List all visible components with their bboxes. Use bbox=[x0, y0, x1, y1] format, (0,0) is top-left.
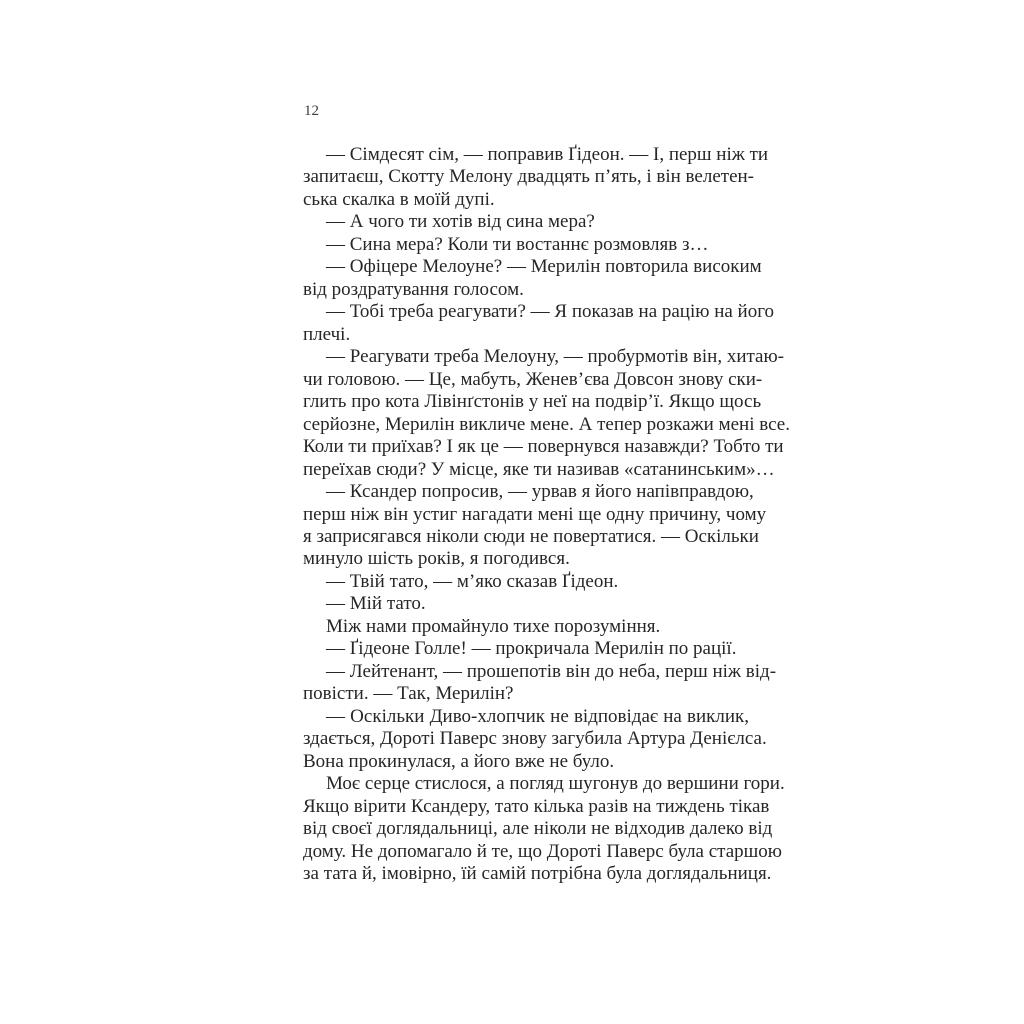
text-line: я заприсягався ніколи сюди не повертатися. — Оскільки bbox=[303, 525, 759, 547]
text-line: за тата й, імовірно, їй самій потрібна була доглядальниця. bbox=[303, 863, 772, 884]
text-line: — Реагувати треба Мелоуну, — пробурмотів він, хитаю- bbox=[326, 346, 784, 368]
text-line: глить про кота Лівінґстонів у неї на подвір’ї. Якщо щось bbox=[303, 391, 762, 413]
text-line: від своєї доглядальниці, але ніколи не відходив далеко від bbox=[303, 818, 773, 840]
text-line: — Офіцере Мелоуне? — Мерилін повторила високим bbox=[326, 256, 762, 278]
text-line: — Твій тато, — м’яко сказав Ґідеон. bbox=[326, 570, 619, 592]
text-line: — Сина мера? Коли ти востаннє розмовляв з… bbox=[326, 233, 709, 255]
text-line: чи головою. — Це, мабуть, Женев’єва Довсон знову ски- bbox=[303, 368, 763, 390]
text-line: — А чого ти хотів від сина мера? bbox=[326, 211, 595, 233]
text-line: від роздратування голосом. bbox=[303, 278, 524, 300]
text-line: плечі. bbox=[303, 323, 351, 345]
text-line: запитаєш, Скотту Мелону двадцять п’ять, і він велетен- bbox=[303, 166, 754, 188]
text-line: — Ксандер попросив, — урвав я його напівправдою, bbox=[326, 481, 754, 503]
text-line: Вона прокинулася, а його вже не було. bbox=[303, 750, 615, 772]
text-line: минуло шість років, я погодився. bbox=[303, 548, 570, 570]
text-line: — Мій тато. bbox=[326, 593, 426, 615]
text-line: повісти. — Так, Мерилін? bbox=[303, 683, 514, 705]
text-line: — Сімдесят сім, — поправив Ґідеон. — І, перш ніж ти bbox=[326, 144, 769, 165]
text-line: — Лейтенант, — прошепотів він до неба, перш ніж від- bbox=[326, 660, 777, 682]
text-line: переїхав сюди? У місце, яке ти називав «сатанинським»… bbox=[303, 458, 775, 480]
text-line: серйозне, Мерилін викличе мене. А тепер розкажи мені все. bbox=[303, 413, 790, 435]
body-text bbox=[303, 144, 790, 885]
text-line: Між нами промайнуло тихе порозуміння. bbox=[326, 615, 661, 637]
text-line: Коли ти приїхав? І як це — повернувся назавжди? Тобто ти bbox=[303, 436, 784, 458]
page-number: 12 bbox=[304, 103, 319, 119]
text-line: — Оскільки Диво-хлопчик не відповідає на виклик, bbox=[326, 705, 749, 727]
text-line: Моє серце стислося, а погляд шугонув до вершини гори. bbox=[326, 773, 785, 795]
text-line: Якщо вірити Ксандеру, тато кілька разів на тиждень тікав bbox=[303, 795, 770, 817]
text-line: ська скалка в моїй дупі. bbox=[303, 188, 495, 210]
text-line: — Ґідеоне Голле! — прокричала Мерилін по рації. bbox=[326, 638, 737, 660]
text-line: здається, Дороті Паверс знову загубила Артура Денієлса. bbox=[303, 728, 767, 750]
text-line: — Тобі треба реагувати? — Я показав на рацію на його bbox=[326, 301, 775, 323]
text-line: дому. Не допомагало й те, що Дороті Паверс була старшою bbox=[303, 840, 782, 862]
text-line: перш ніж він устиг нагадати мені ще одну причину, чому bbox=[303, 503, 767, 525]
